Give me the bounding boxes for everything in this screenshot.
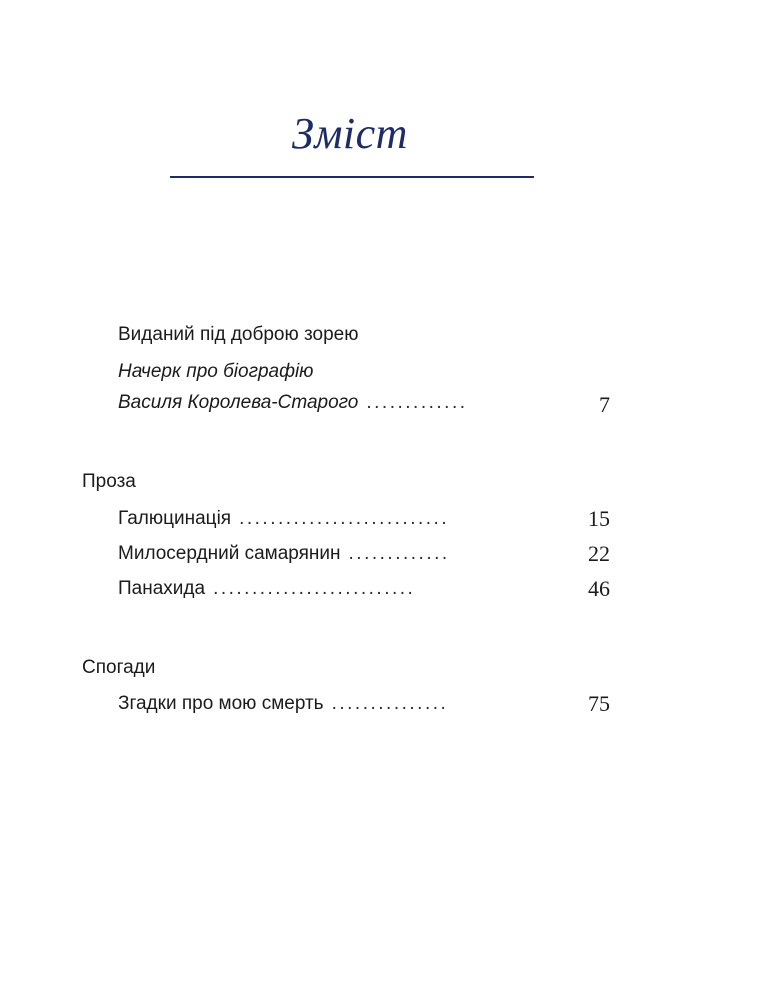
entry-title: Милосердний самарянин — [118, 543, 341, 564]
entry-title: Згадки про мою смерть — [118, 693, 324, 714]
toc-entry — [118, 507, 449, 531]
entry-page-number: 22 — [588, 541, 610, 566]
intro-heading: Виданий під доброю зорею — [118, 324, 359, 345]
toc-entry — [118, 692, 448, 716]
entry-title: Галюцинація — [118, 508, 232, 529]
section-heading-spohady: Спогади — [82, 657, 156, 678]
toc-entry — [118, 542, 450, 566]
intro-subtitle-line1: Начерк про біографію — [118, 361, 314, 382]
entry-title: Панахида — [118, 578, 206, 599]
toc-entry — [118, 577, 415, 601]
leader-dots: ............... — [331, 693, 449, 714]
leader-dots: ............. — [366, 392, 468, 413]
intro-entry — [118, 391, 468, 415]
entry-page-number: 46 — [588, 576, 610, 601]
page-title: Зміст — [292, 109, 408, 158]
entry-page-number: 15 — [588, 506, 610, 531]
leader-dots: ........................... — [239, 508, 450, 529]
title-underline — [170, 176, 534, 178]
section-heading-proza: Проза — [82, 471, 136, 492]
leader-dots: .......................... — [213, 578, 416, 599]
intro-subtitle-line2: Василя Королева-Старого — [118, 392, 359, 413]
entry-page-number: 75 — [588, 691, 610, 716]
intro-page-number: 7 — [599, 392, 610, 417]
leader-dots: ............. — [348, 543, 450, 564]
